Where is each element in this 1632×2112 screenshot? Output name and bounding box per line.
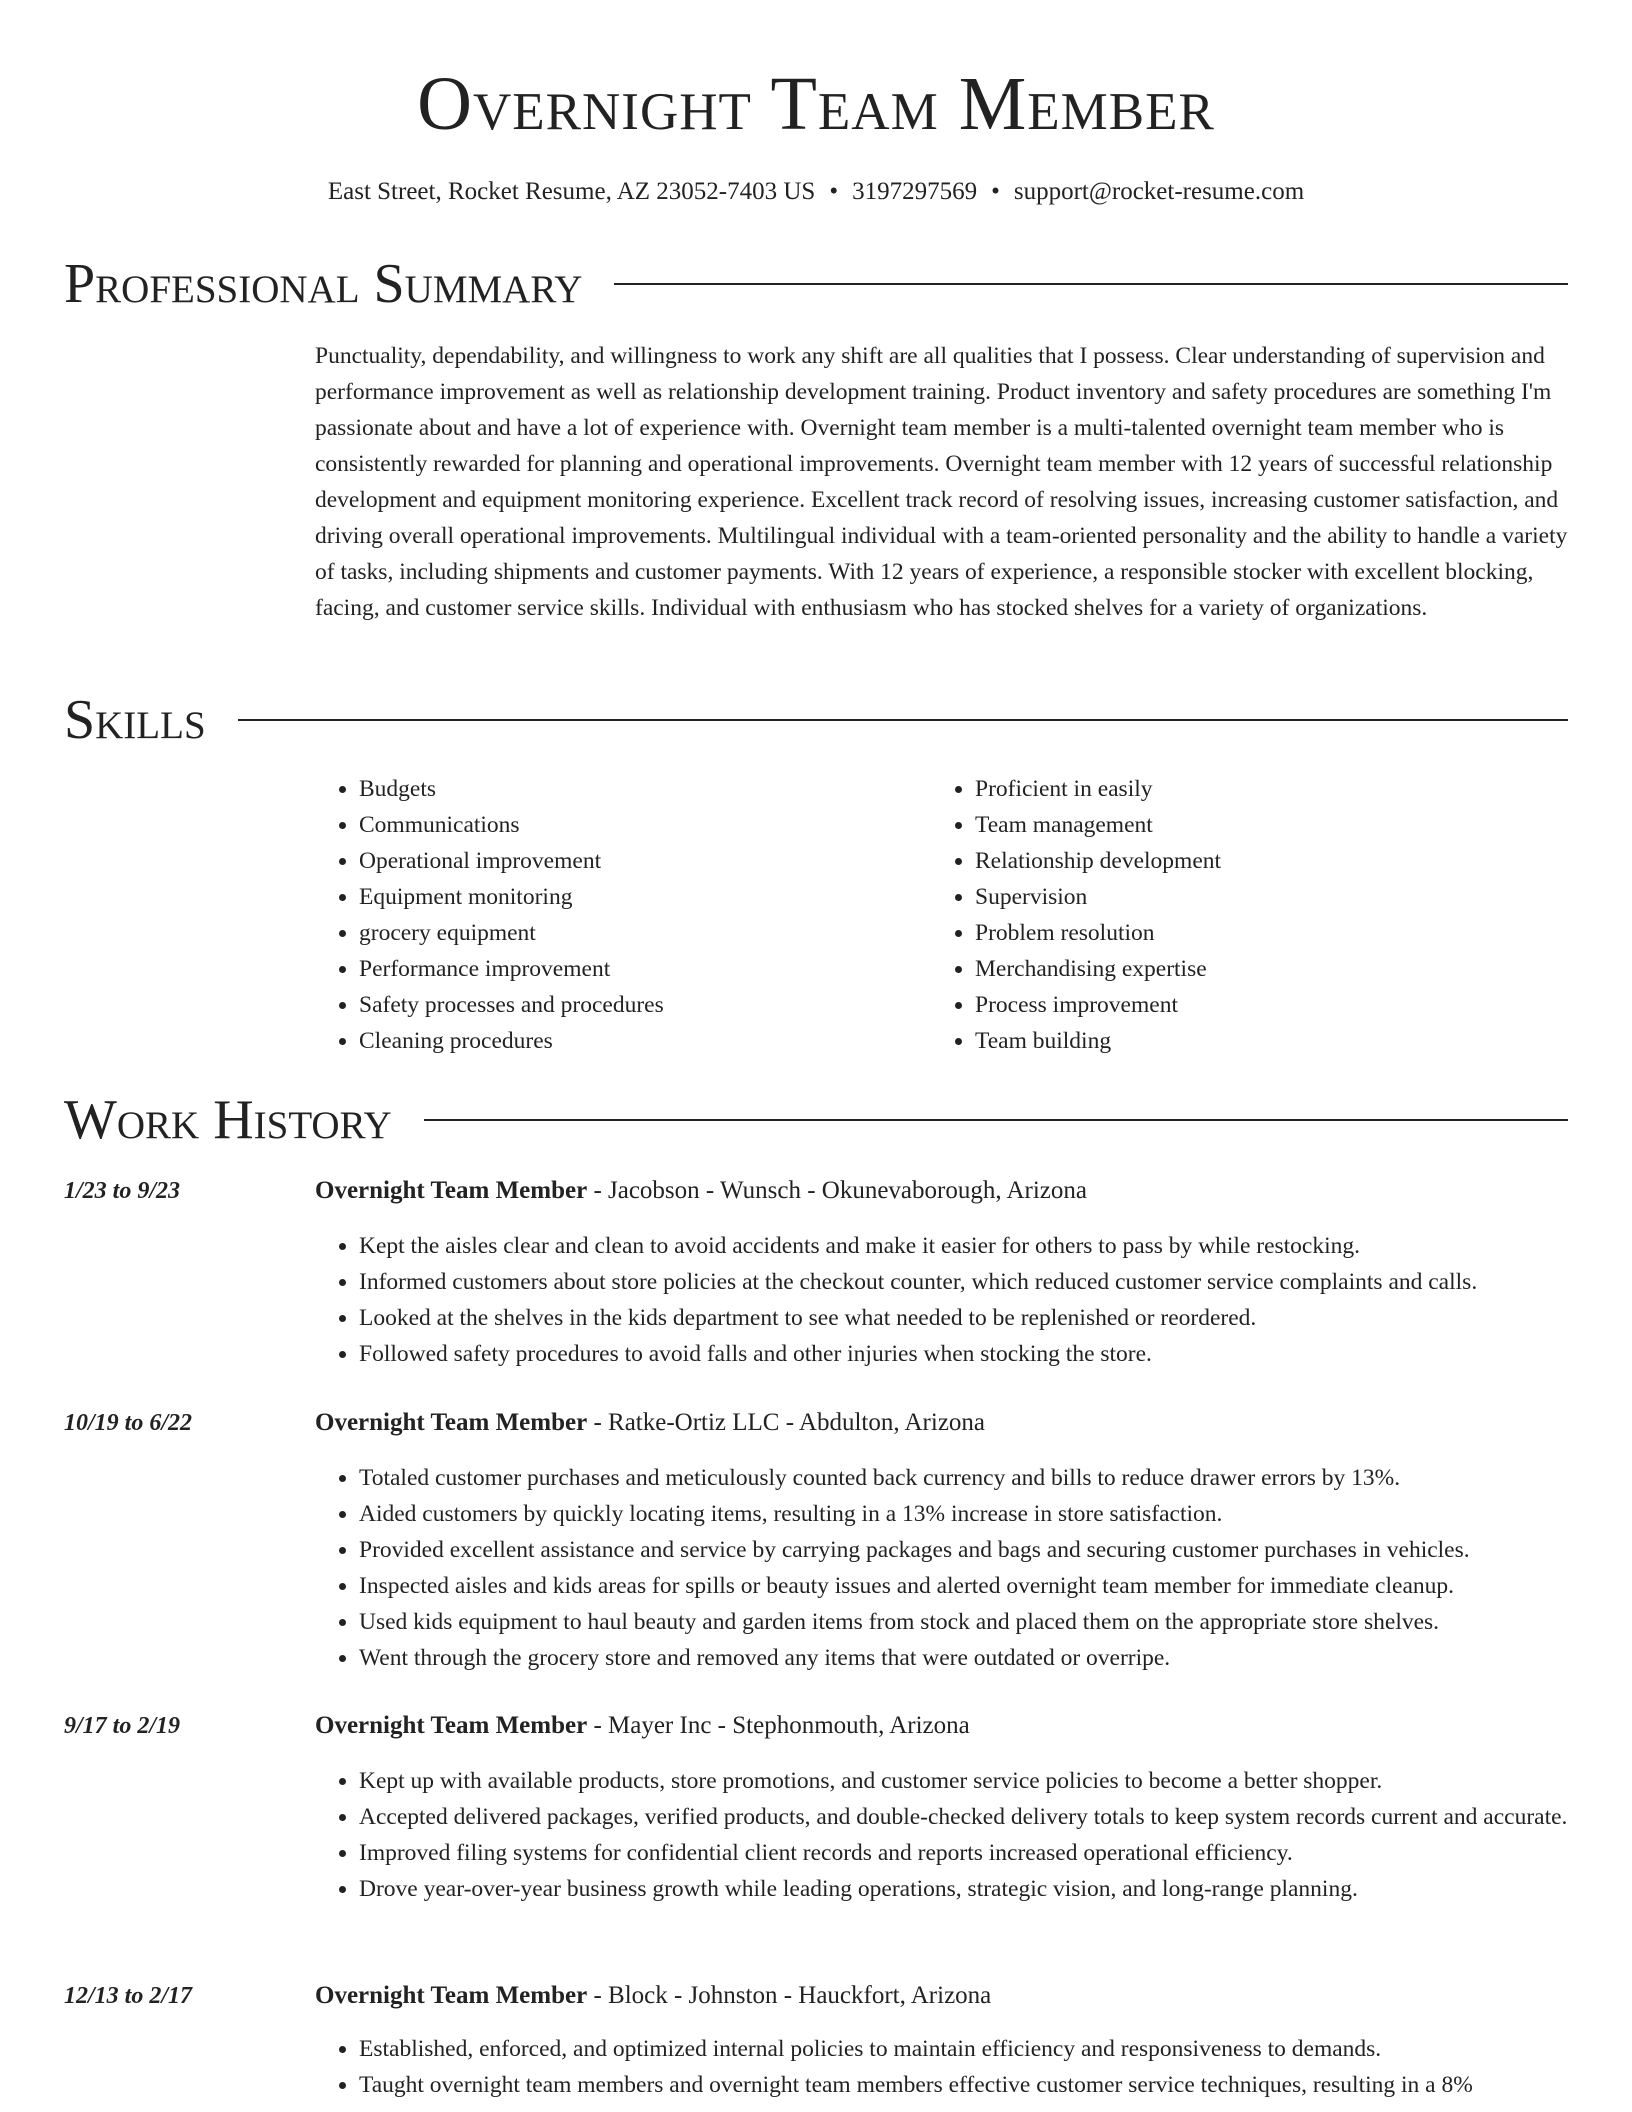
section-title-summary: Professional Summary <box>64 253 583 315</box>
work-section-header <box>64 1090 1568 1150</box>
skill-item: • Operational improvement <box>359 843 931 879</box>
job-employer: - Mayer Inc - Stephonmouth, Arizona <box>587 1712 970 1739</box>
job-bullet: • Kept the aisles clear and clean to avoid accidents and make it easier for others to pass by while restocking. <box>359 1228 1575 1264</box>
contact-email: support@rocket-resume.com <box>1013 178 1305 205</box>
job-role: Overnight Team Member <box>315 1177 588 1204</box>
job-bullets <box>315 1460 1575 1676</box>
skills-list <box>315 771 1575 1059</box>
job-employer: - Ratke-Ortiz LLC - Abdulton, Arizona <box>587 1409 986 1436</box>
summary-section-header <box>64 254 1568 314</box>
skills-column-right <box>931 771 1575 1059</box>
job-bullet: • Went through the grocery store and removed any items that were outdated or overripe. <box>359 1640 1575 1676</box>
job-employer: - Block - Johnston - Hauckfort, Arizona <box>587 1982 992 2009</box>
contact-address: East Street, Rocket Resume, AZ 23052-7403 US <box>327 178 816 205</box>
job-bullet: • Accepted delivered packages, verified products, and double-checked delivery totals to keep system records current and accurate. <box>359 1799 1575 1835</box>
job-bullet: • Established, enforced, and optimized internal policies to maintain efficiency and responsiveness to demands. <box>359 2031 1575 2067</box>
skill-item: • Merchandising expertise <box>975 951 1575 987</box>
job-bullets <box>315 1228 1575 1372</box>
job-role: Overnight Team Member <box>315 1409 588 1436</box>
job-dates: 10/19 to 6/22 <box>64 1410 193 1436</box>
job-title-line <box>315 1406 985 1440</box>
skill-item: • Communications <box>359 807 931 843</box>
skill-item: • Equipment monitoring <box>359 879 931 915</box>
job-bullets <box>315 2031 1575 2103</box>
job-bullet: • Provided excellent assistance and service by carrying packages and bags and securing customer purchases in vehicles. <box>359 1532 1575 1568</box>
skill-item: • Performance improvement <box>359 951 931 987</box>
job-employer: - Jacobson - Wunsch - Okunevaborough, Arizona <box>587 1177 1087 1204</box>
skill-item: • Safety processes and procedures <box>359 987 931 1023</box>
section-title-skills: Skills <box>64 689 206 751</box>
job-title-line <box>315 1174 1087 1208</box>
skill-item: • Relationship development <box>975 843 1575 879</box>
skill-item: • Supervision <box>975 879 1575 915</box>
job-bullet: • Kept up with available products, store promotions, and customer service policies to become a better shopper. <box>359 1763 1575 1799</box>
job-bullet: • Looked at the shelves in the kids department to see what needed to be replenished or reordered. <box>359 1300 1575 1336</box>
skill-item: • Proficient in easily <box>975 771 1575 807</box>
job-bullet: • Inspected aisles and kids areas for spills or beauty issues and alerted overnight team member for immediate cleanup. <box>359 1568 1575 1604</box>
job-bullet: • Informed customers about store policies at the checkout counter, which reduced customer service complaints and calls. <box>359 1264 1575 1300</box>
skill-item: • Budgets <box>359 771 931 807</box>
job-bullet: • Used kids equipment to haul beauty and garden items from stock and placed them on the appropriate store shelves. <box>359 1604 1575 1640</box>
job-bullet: • Followed safety procedures to avoid falls and other injuries when stocking the store. <box>359 1336 1575 1372</box>
contact-separator: • <box>991 178 1000 205</box>
skill-item: • Team management <box>975 807 1575 843</box>
job-bullet: • Improved filing systems for confidential client records and reports increased operational efficiency. <box>359 1835 1575 1871</box>
job-bullet: • Taught overnight team members and overnight team members effective customer service techniques, resulting in a 8% <box>359 2067 1575 2103</box>
contact-separator: • <box>829 178 839 205</box>
job-title-line <box>315 1979 991 2013</box>
skill-item: • Team building <box>975 1023 1575 1059</box>
section-divider <box>424 1119 1568 1121</box>
contact-line <box>0 176 1632 208</box>
job-role: Overnight Team Member <box>315 1712 588 1739</box>
contact-phone: 3197297569 <box>852 178 978 205</box>
skill-item: • Cleaning procedures <box>359 1023 931 1059</box>
job-dates: 12/13 to 2/17 <box>64 1983 193 2009</box>
skills-column-left <box>315 771 931 1059</box>
job-title-line <box>315 1709 970 1743</box>
job-dates: 1/23 to 9/23 <box>64 1178 181 1204</box>
resume-name: Overnight Team Member <box>417 62 1215 146</box>
skills-section-header <box>64 690 1568 750</box>
skill-item: • Problem resolution <box>975 915 1575 951</box>
skill-item: • grocery equipment <box>359 915 931 951</box>
job-bullets <box>315 1763 1575 1907</box>
section-divider <box>614 283 1568 285</box>
job-bullet: • Aided customers by quickly locating items, resulting in a 13% increase in store satisfaction. <box>359 1496 1575 1532</box>
section-title-work-history: Work History <box>64 1089 392 1151</box>
job-bullet: • Totaled customer purchases and meticulously counted back currency and bills to reduce drawer errors by 13%. <box>359 1460 1575 1496</box>
job-role: Overnight Team Member <box>315 1982 588 2009</box>
summary-text: Punctuality, dependability, and willingness to work any shift are all qualities that I possess. Clear understanding of supervision and performance improvement as well as relationship development training. Product inventory and safety procedures are something I'm passionate about and have a lot of experience with. Overnight team member is a multi-talented overnight team member who is consistently rewarded for planning and operational improvements. Overnight team member with 12 years of successful relationship development and equipment monitoring experience. Excellent track record of resolving issues, increasing customer satisfaction, and driving overall operational improvements. Multilingual individual with a team-oriented personality and the ability to handle a variety of tasks, including shipments and customer payments. With 12 years of experience, a responsible stocker with excellent blocking, facing, and customer service skills. Individual with enthusiasm who has stocked shelves for a variety of organizations. <box>315 343 1568 621</box>
job-dates: 9/17 to 2/19 <box>64 1713 181 1739</box>
skill-item: • Process improvement <box>975 987 1575 1023</box>
job-bullet: • Drove year-over-year business growth while leading operations, strategic vision, and long-range planning. <box>359 1871 1575 1907</box>
section-divider <box>238 719 1568 721</box>
